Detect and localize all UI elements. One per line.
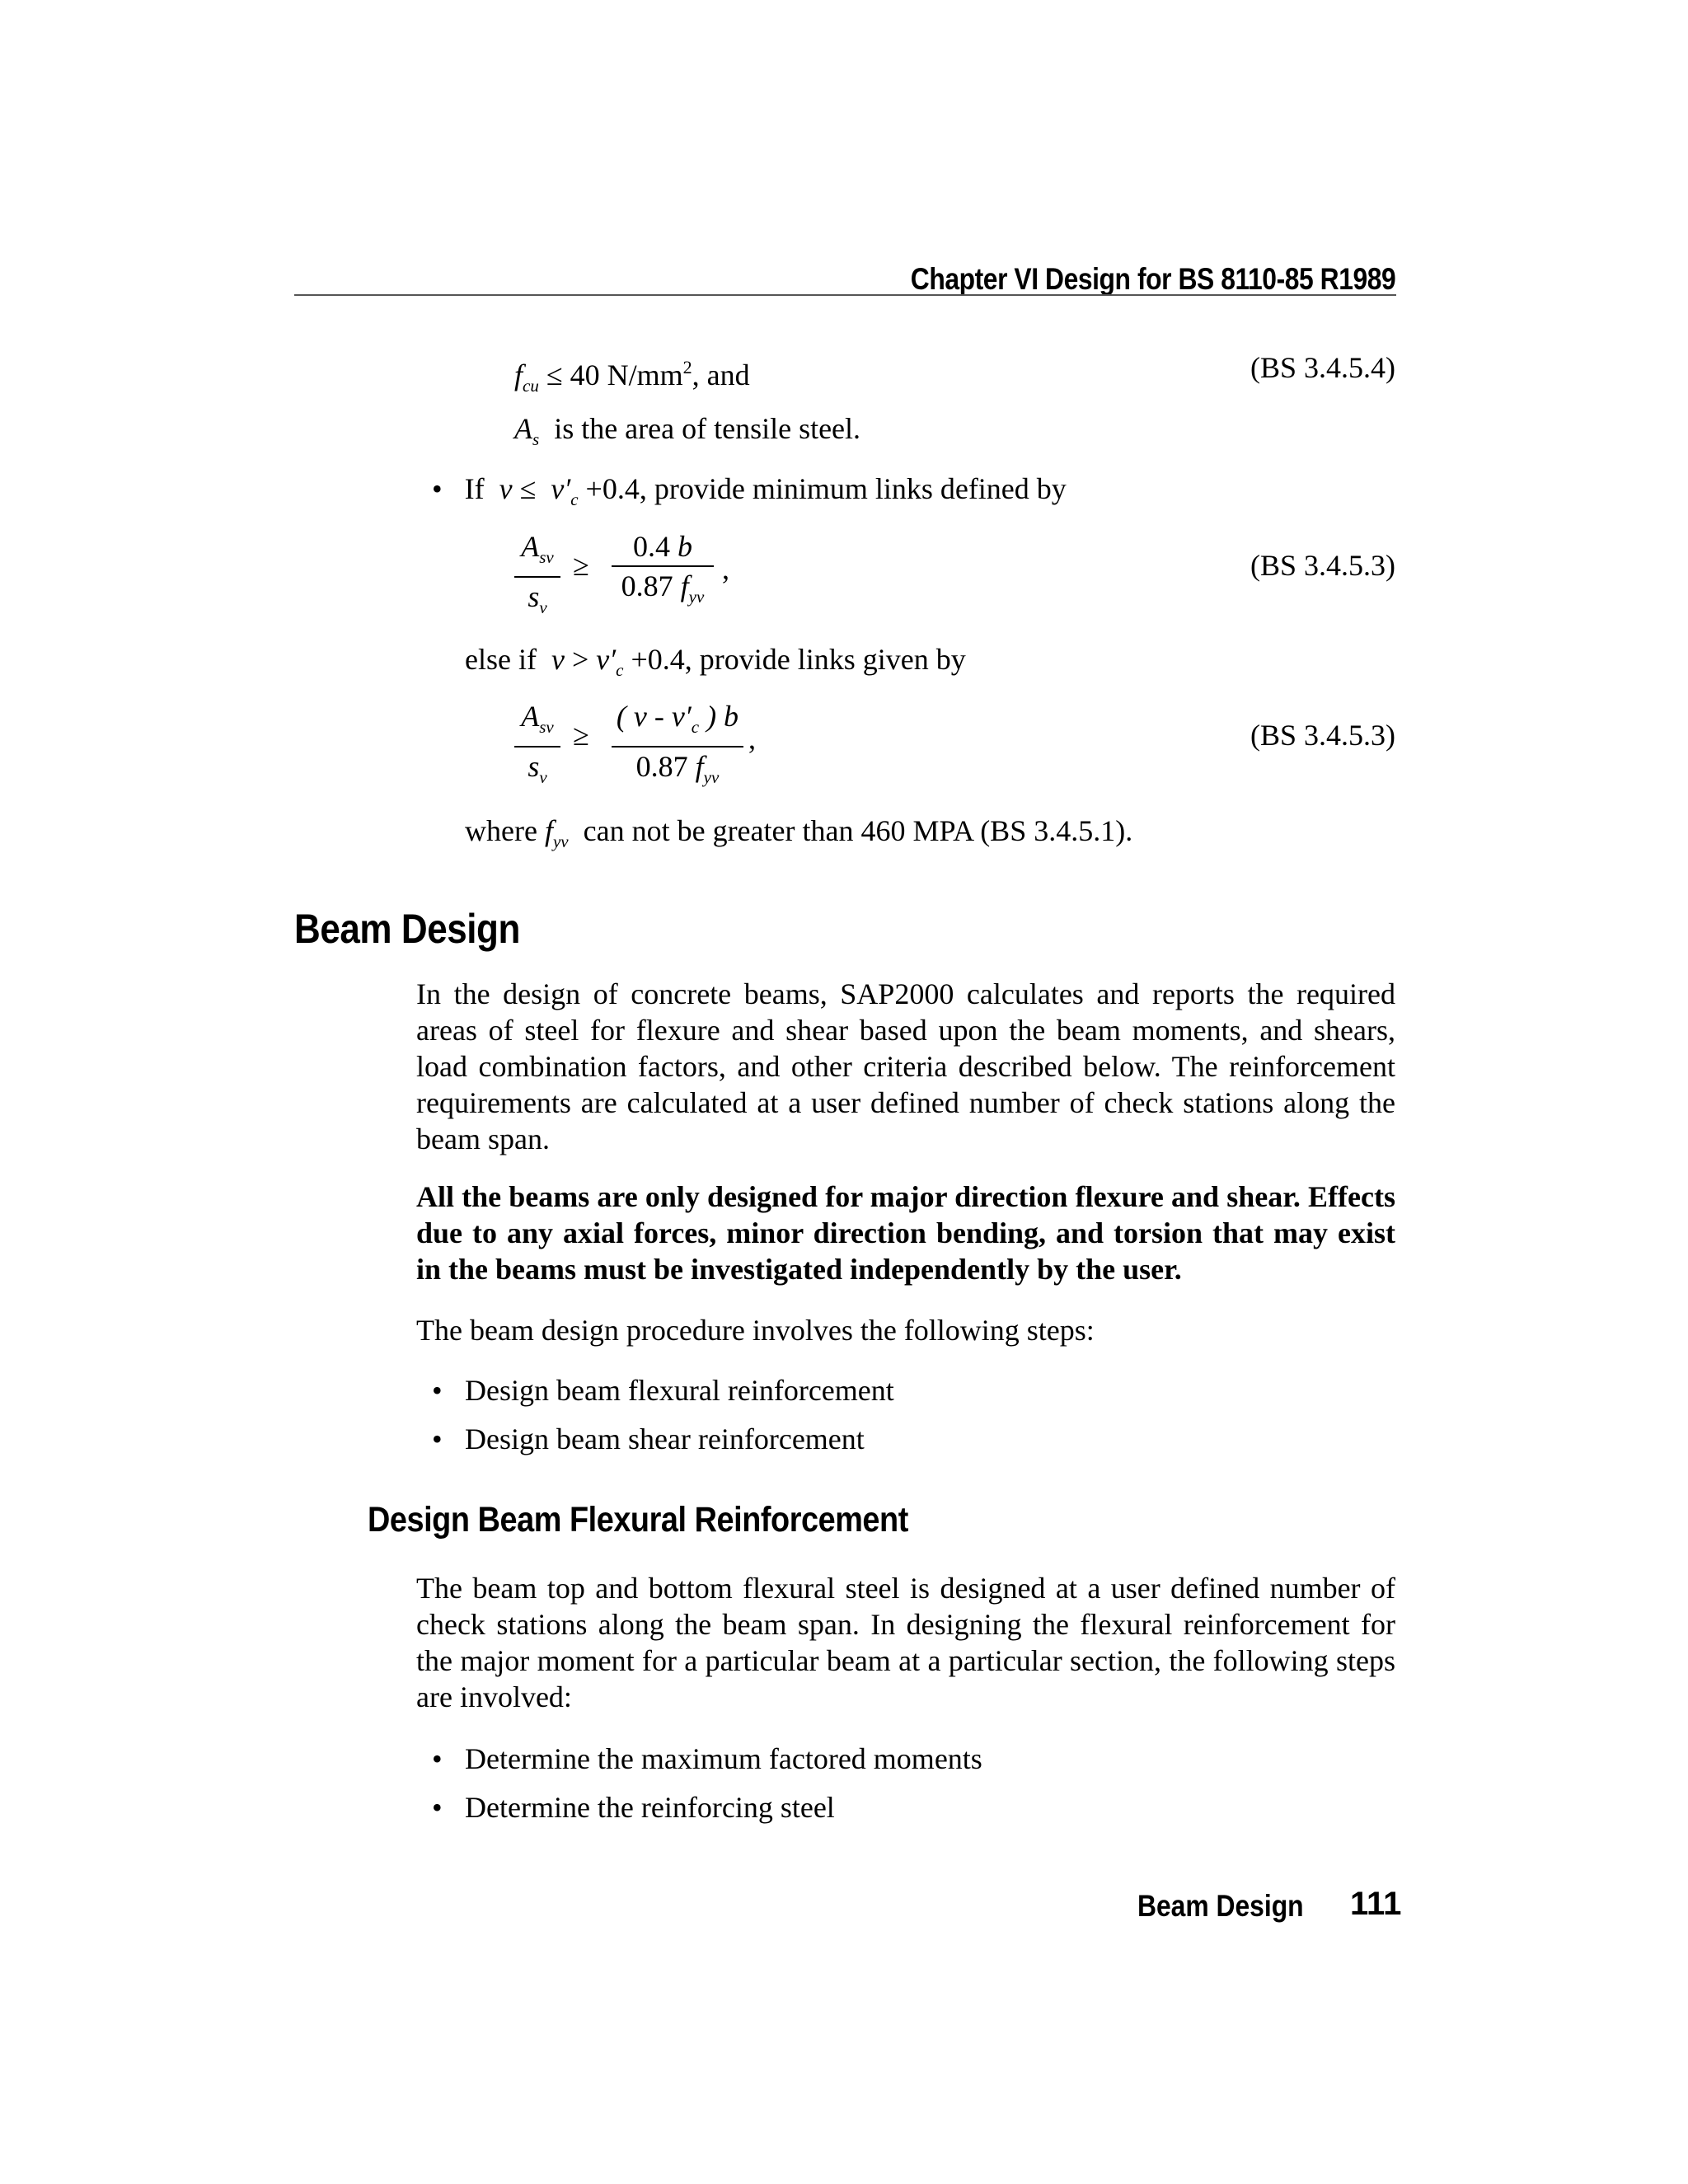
fyv-limit: where $f_{yv}$ can not be greater than 460 MPA (BS 3.4.5.1). [465, 814, 1133, 851]
eq2-relation: ≥ [573, 719, 589, 752]
list-item: • Determine the maximum factored moments [432, 1742, 982, 1775]
equation-ref-3453-b: (BS 3.4.5.3) [1250, 719, 1395, 752]
paragraph-intro: In the design of concrete beams, SAP2000 calculates and reports the required areas of steel for flexure and shear based upon the beam moments, and shears, load combination factors, and other criteria described below. The reinforcement requirements are calculated at a user defined number of check stations along the beam span. [416, 977, 1395, 1155]
list-item: • Design beam shear reinforcement [432, 1422, 865, 1455]
min-links-condition: • If $v \le v'_c +0.4$, provide minimum links defined by [432, 472, 1067, 509]
page-number: 111 [1350, 1886, 1402, 1922]
fcu-condition: $f_{cu} \le 40$ $N/mm^2$, and [514, 357, 750, 396]
eq1-rhs-fraction: 0.4 b 0.87 $f_{yv}$ [612, 527, 714, 616]
footer-section-label: Beam Design [1137, 1889, 1304, 1923]
eq1-lhs-fraction: $A_{sv}$ $s_v$ [514, 527, 560, 626]
header-rule [294, 294, 1396, 296]
list-item: • Design beam flexural reinforcement [432, 1374, 894, 1407]
section-heading-beam-design: Beam Design [294, 906, 520, 952]
eq2-comma: , [748, 722, 756, 755]
eq2-rhs-fraction: ( v - $v'_c$ ) b 0.87 $f_{yv}$ [612, 697, 743, 796]
equation-ref-3453-a: (BS 3.4.5.3) [1250, 549, 1395, 582]
as-definition: $A_s$ is the area of tensile steel. [514, 412, 861, 449]
eq1-relation: ≥ [573, 549, 589, 582]
equation-ref-3454: (BS 3.4.5.4) [1250, 351, 1395, 384]
list-item: • Determine the reinforcing steel [432, 1791, 835, 1824]
paragraph-note: All the beams are only designed for major direction flexure and shear. Effects due to any axial forces, minor direction bending, and torsion that may exist in the beams must be investigated independently by the user. [416, 1180, 1395, 1286]
section-heading-flexural: Design Beam Flexural Reinforcement [368, 1500, 908, 1540]
running-header: Chapter VI Design for BS 8110-85 R1989 [910, 262, 1395, 296]
eq2-lhs-fraction: $A_{sv}$ $s_v$ [514, 697, 560, 796]
eq1-comma: , [722, 552, 729, 585]
links-condition: else if $v > v'_c +0.4$, provide links given by [465, 643, 966, 680]
paragraph-steps: The beam design procedure involves the following steps: [416, 1314, 1095, 1347]
paragraph-flexural: The beam top and bottom flexural steel is designed at a user defined number of check stations along the beam span. In designing the flexural reinforcement for the major moment for a particular beam at a particular section, the following steps are involved: [416, 1572, 1395, 1713]
